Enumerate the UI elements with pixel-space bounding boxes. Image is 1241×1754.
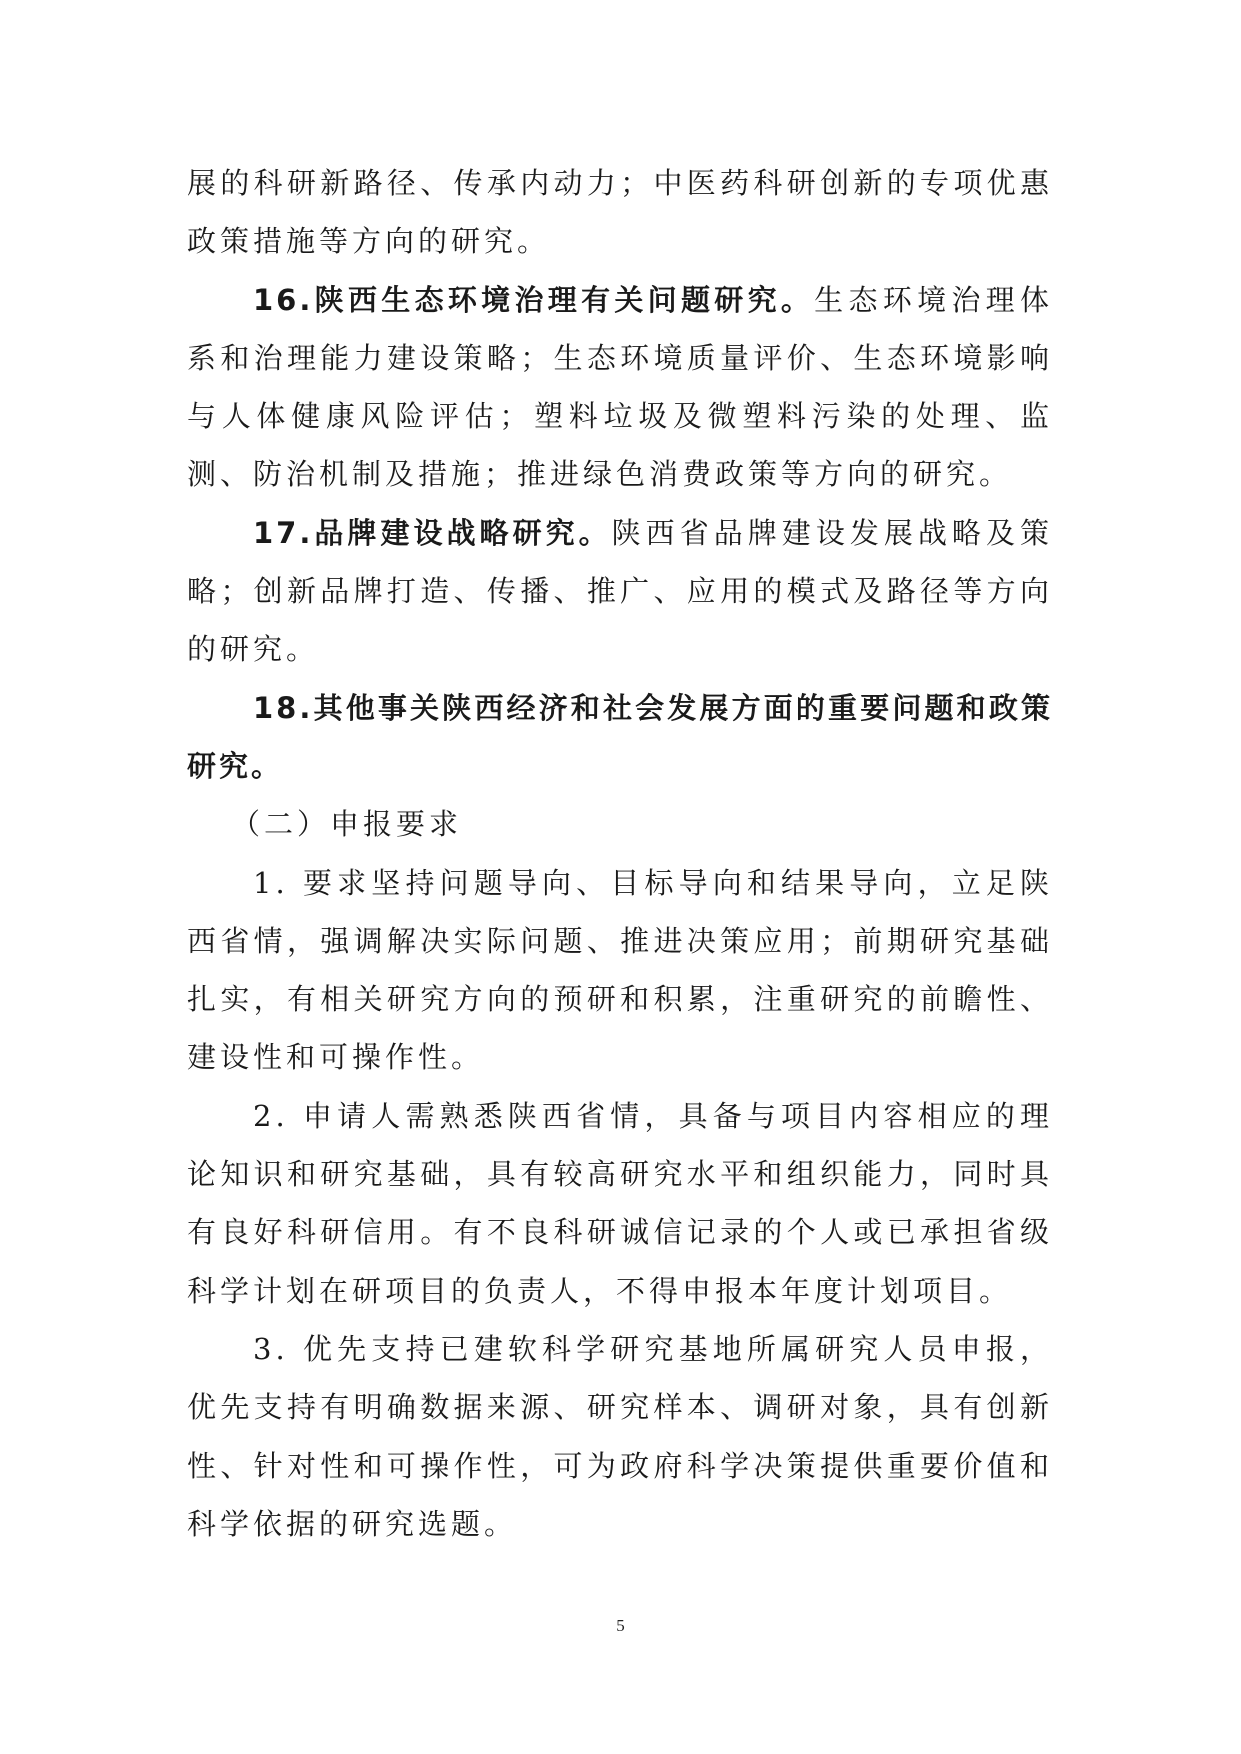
item-17-title: 品牌建设战略研究。 <box>313 515 612 550</box>
requirement-3: 3. 优先支持已建软科学研究基地所属研究人员申报，优先支持有明确数据来源、研究样本、调研对象，具有创新性、针对性和可操作性，可为政府科学决策提供重要价值和科学依据的研究选题。 <box>187 1331 1053 1541</box>
continuation-paragraph: 展的科研新路径、传承内动力；中医药科研创新的专项优惠政策措施等方向的研究。 <box>187 166 1053 259</box>
document-body <box>187 154 1053 1553</box>
item-18-paragraph <box>187 679 1053 796</box>
item-16-title: 陕西生态环境治理有关问题研究。 <box>313 282 815 317</box>
section-heading: （二）申报要求 <box>231 807 463 842</box>
item-16-number: 16. <box>253 282 314 317</box>
item-17-body: 陕西省品牌建设发展战略及策略；创新品牌打造、传播、推广、应用的模式及路径等方向的研究。 <box>187 515 1053 667</box>
item-18-number: 18. <box>253 690 314 725</box>
item-17-number: 17. <box>253 515 314 550</box>
item-17-paragraph <box>187 504 1053 679</box>
item-16-body: 生态环境治理体系和治理能力建设策略；生态环境质量评价、生态环境影响与人体健康风险评估；塑料垃圾及微塑料污染的处理、监测、防治机制及措施；推进绿色消费政策等方向的研究。 <box>187 282 1053 492</box>
requirement-1: 1. 要求坚持问题导向、目标导向和结果导向，立足陕西省情，强调解决实际问题、推进决策应用；前期研究基础扎实，有相关研究方向的预研和积累，注重研究的前瞻性、建设性和可操作性。 <box>187 865 1053 1075</box>
item-16-paragraph <box>187 271 1053 504</box>
item-18-title: 其他事关陕西经济和社会发展方面的重要问题和政策研究。 <box>187 690 1053 783</box>
page-number: 5 <box>616 1616 625 1635</box>
requirement-2: 2. 申请人需熟悉陕西省情，具备与项目内容相应的理论知识和研究基础，具有较高研究水平和组织能力，同时具有良好科研信用。有不良科研诚信记录的个人或已承担省级科学计划在研项目的负责人，不得申报本年度计划项目。 <box>187 1098 1053 1308</box>
